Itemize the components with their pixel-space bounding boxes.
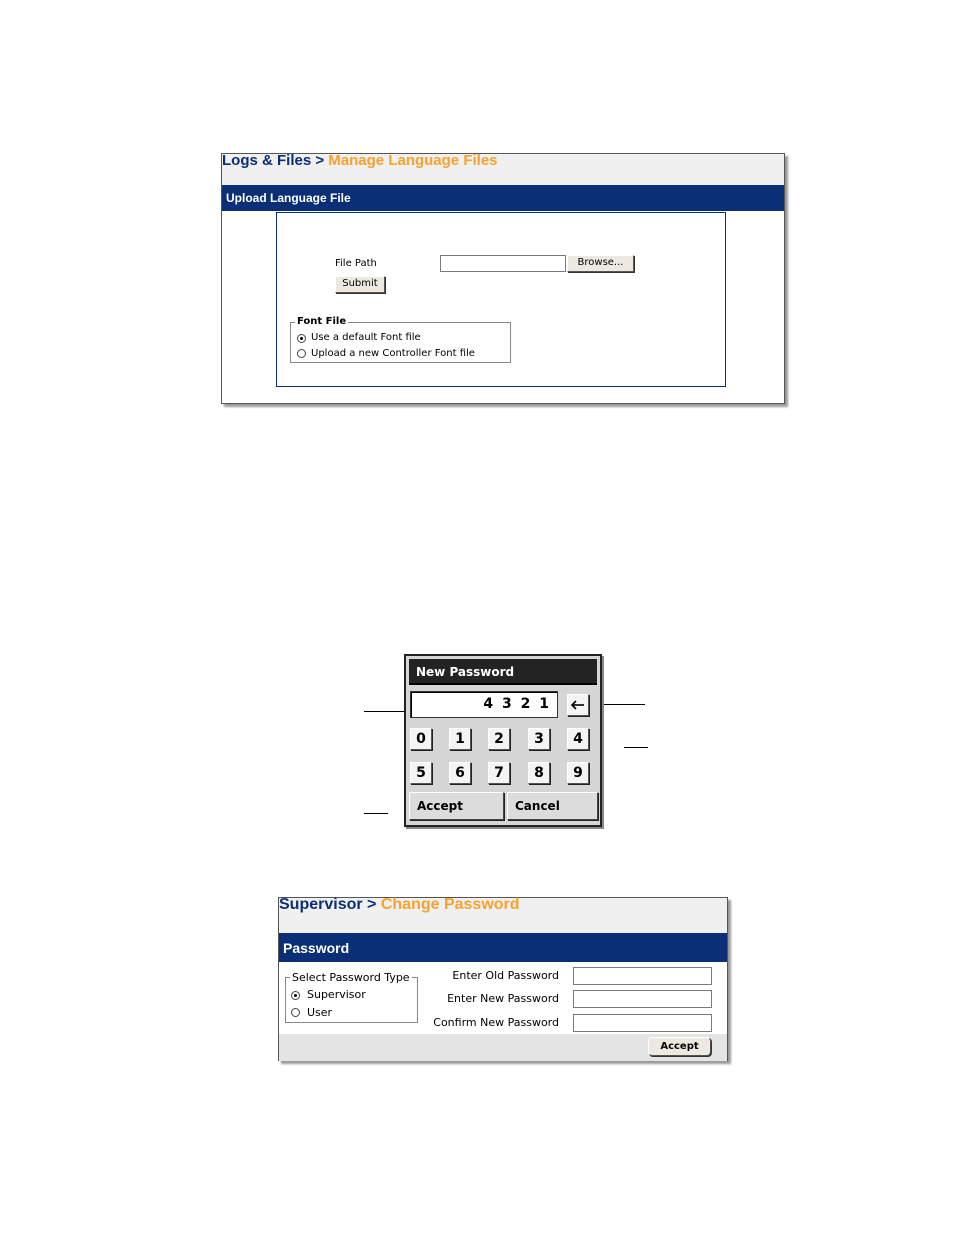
supervisor-radio[interactable] xyxy=(291,991,300,1000)
old-password-input[interactable] xyxy=(573,967,712,985)
confirm-password-input[interactable] xyxy=(573,1014,712,1032)
breadcrumb xyxy=(222,152,498,169)
file-path-label: File Path xyxy=(335,258,377,269)
breadcrumb-parent[interactable]: Logs & Files xyxy=(222,152,312,169)
key-3[interactable]: 3 xyxy=(528,728,550,750)
keypad-title: New Password xyxy=(409,659,597,685)
section-title: Password xyxy=(283,940,350,956)
upload-font-label: Upload a new Controller Font file xyxy=(311,348,475,359)
font-file-legend: Font File xyxy=(297,316,347,327)
file-path-input[interactable] xyxy=(440,255,566,272)
key-8[interactable]: 8 xyxy=(528,762,550,784)
section-header xyxy=(222,185,784,211)
breadcrumb xyxy=(279,896,520,914)
breadcrumb-separator: > xyxy=(367,896,377,913)
password-display: 4 3 2 1 xyxy=(410,691,558,718)
password-type-legend: Select Password Type xyxy=(292,971,410,984)
confirm-password-label: Confirm New Password xyxy=(433,1016,559,1029)
submit-button[interactable]: Submit xyxy=(335,276,385,293)
browse-button[interactable]: Browse... xyxy=(567,255,634,272)
default-font-radio[interactable] xyxy=(297,334,306,343)
callout-line-accept xyxy=(364,813,388,814)
supervisor-label: Supervisor xyxy=(307,988,366,1001)
breadcrumb-parent[interactable]: Supervisor xyxy=(279,896,363,913)
new-password-input[interactable] xyxy=(573,990,712,1008)
default-font-label: Use a default Font file xyxy=(311,332,421,343)
page-title: Manage Language Files xyxy=(328,152,498,169)
key-9[interactable]: 9 xyxy=(567,762,589,784)
section-header xyxy=(279,933,727,962)
page-title: Change Password xyxy=(380,896,520,913)
footer-bar xyxy=(279,1034,727,1061)
callout-line-keys xyxy=(624,747,648,748)
breadcrumb-bar xyxy=(279,898,727,933)
upload-language-panel xyxy=(221,153,785,404)
keypad-accept-button[interactable]: Accept xyxy=(409,792,504,820)
user-radio[interactable] xyxy=(291,1008,300,1017)
key-2[interactable]: 2 xyxy=(488,728,510,750)
new-password-keypad xyxy=(404,654,602,827)
left-arrow-icon xyxy=(568,695,588,715)
breadcrumb-bar xyxy=(222,154,784,185)
change-password-panel xyxy=(278,897,728,1061)
accept-button[interactable]: Accept xyxy=(648,1037,711,1056)
keypad-cancel-button[interactable]: Cancel xyxy=(507,792,598,820)
section-title: Upload Language File xyxy=(226,191,351,205)
key-5[interactable]: 5 xyxy=(410,762,432,784)
key-1[interactable]: 1 xyxy=(449,728,471,750)
password-type-group xyxy=(285,971,418,1023)
key-4[interactable]: 4 xyxy=(567,728,589,750)
key-0[interactable]: 0 xyxy=(410,728,432,750)
upload-font-radio[interactable] xyxy=(297,349,306,358)
user-label: User xyxy=(307,1006,333,1019)
key-7[interactable]: 7 xyxy=(488,762,510,784)
old-password-label: Enter Old Password xyxy=(452,969,559,982)
font-file-group xyxy=(290,316,511,363)
backspace-button[interactable] xyxy=(567,694,589,716)
breadcrumb-separator: > xyxy=(315,152,325,169)
upload-form-box xyxy=(276,212,726,387)
key-6[interactable]: 6 xyxy=(449,762,471,784)
new-password-label: Enter New Password xyxy=(447,992,559,1005)
